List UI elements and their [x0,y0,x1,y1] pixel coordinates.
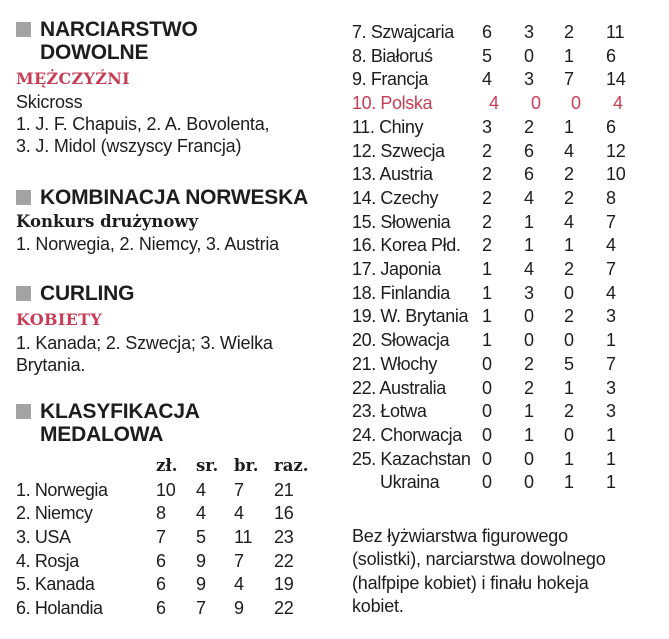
total-count: 1 [606,424,616,445]
bronze-count: 2 [564,164,574,185]
silver-count: 0 [524,472,534,493]
country-name: 21. Włochy [352,353,438,374]
header-bronze: br. [234,455,259,475]
total-count: 22 [274,550,294,571]
medal-row [16,597,338,621]
bronze-count: 7 [564,69,574,90]
total-count: 3 [606,401,616,422]
bronze-count: 4 [564,140,574,161]
bronze-count: 11 [234,526,253,547]
bronze-count: 2 [564,306,574,327]
gold-count: 1 [482,306,492,327]
section-heading [16,18,338,64]
country-name: 23. Łotwa [352,401,427,422]
section-bullet-icon [16,22,31,37]
silver-count: 3 [524,22,534,42]
gold-count: 3 [482,116,492,137]
footnote-line: Bez łyżwiarstwa figurowego [352,526,568,547]
title-line: MEDALOWA [40,422,164,446]
medal-table-header-row [16,457,338,474]
silver-count: 0 [524,45,534,66]
medal-row [16,502,338,526]
country-name: 22. Australia [352,377,446,398]
gold-count: 2 [482,211,492,232]
country-name: 10. Polska [352,93,433,114]
country-name: 14. Czechy [352,187,439,208]
bronze-count: 7 [234,550,244,571]
total-count: 16 [274,503,294,524]
title-line: DOWOLNE [40,41,149,64]
medal-row [16,479,338,503]
medal-row [352,282,660,306]
total-count: 4 [613,93,623,114]
silver-count: 9 [196,550,206,571]
country-name: 17. Japonia [352,259,441,280]
medal-row [352,68,660,92]
gold-count: 0 [482,448,492,469]
silver-count: 2 [524,116,534,137]
gold-count: 8 [156,503,166,524]
gold-count: 0 [482,377,492,398]
event-name: Skicross [16,92,83,112]
bronze-count: 1 [564,472,574,493]
silver-count: 4 [196,479,206,500]
medal-row [352,377,660,401]
country-name: 7. Szwajcaria [352,22,454,42]
silver-count: 0 [524,330,534,351]
medal-row [352,258,660,282]
total-count: 4 [606,282,616,303]
country-name: 12. Szwecja [352,140,445,161]
medal-row [352,353,660,377]
silver-count: 1 [524,211,534,232]
section-nordic-combined [16,186,338,256]
silver-count: 2 [524,353,534,374]
bronze-count: 1 [564,377,574,398]
medal-row [16,550,338,574]
section-heading [16,186,338,209]
gold-count: 6 [156,574,166,595]
section-heading [16,282,338,305]
header-silver: sr. [196,455,219,475]
medal-row [16,526,338,550]
gold-count: 1 [482,330,492,351]
total-count: 1 [606,448,616,469]
silver-count: 7 [196,597,206,618]
bronze-count: 4 [234,503,244,524]
total-count: 23 [274,526,294,547]
medal-row [352,45,660,69]
country-name: 11. Chiny [352,116,424,137]
bronze-count: 1 [564,448,574,469]
gold-count: 2 [482,187,492,208]
total-count: 7 [606,353,616,374]
bronze-count: 2 [564,401,574,422]
gold-count: 2 [482,140,492,161]
gold-count: 1 [482,282,492,303]
medal-rows-right [352,21,660,495]
country-name: 4. Rosja [16,550,79,571]
section-bullet-icon [16,286,31,301]
gold-count: 6 [156,550,166,571]
medal-row [352,140,660,164]
section-title [40,18,198,64]
country-name: 18. Finlandia [352,282,450,303]
medal-row [352,424,660,448]
bronze-count: 1 [564,116,574,137]
section-title [40,400,200,446]
bronze-count: 0 [564,282,574,303]
header-gold: zł. [156,455,178,475]
total-count: 22 [274,597,294,618]
total-count: 10 [606,164,626,185]
medal-row [352,187,660,211]
event-name: Konkurs drużynowy [16,212,199,232]
total-count: 7 [606,259,616,280]
result-line: 1. Kanada; 2. Szwecja; 3. Wielka [16,333,273,354]
result-line: 1. J. F. Chapuis, 2. A. Bovolenta, [16,113,270,134]
bronze-count: 2 [564,187,574,208]
medal-row [352,116,660,140]
silver-count: 1 [524,401,534,422]
title-line: KOMBINACJA NORWESKA [40,186,309,210]
silver-count: 0 [531,93,541,114]
gold-count: 2 [482,164,492,185]
header-spacer [16,457,156,474]
bronze-count: 4 [564,211,574,232]
gold-count: 6 [156,597,166,618]
bronze-count: 9 [234,597,244,618]
gold-count: 6 [482,22,492,42]
total-count: 1 [606,472,616,493]
country-name: 2. Niemcy [16,503,93,524]
bronze-count: 2 [564,22,574,42]
result-line: 1. Norwegia, 2. Niemcy, 3. Austria [16,234,279,255]
country-name: 16. Korea Płd. [352,235,461,256]
medal-row [352,163,660,187]
medal-rows-left [16,479,338,621]
section-heading [16,400,338,446]
silver-count: 0 [524,306,534,327]
title-line: NARCIARSTWO [40,18,198,41]
medal-row [352,329,660,353]
gold-count: 0 [482,353,492,374]
gold-count: 4 [489,93,499,114]
bronze-count: 1 [564,45,574,66]
category-label: KOBIETY [16,310,103,330]
footnote-line: (solistki), narciarstwa dowolnego [352,549,606,570]
section-curling [16,282,338,377]
country-name: 20. Słowacja [352,330,450,351]
silver-count: 4 [524,187,534,208]
silver-count: 4 [524,259,534,280]
right-column [352,16,660,619]
section-title [40,186,308,209]
medal-row [352,400,660,424]
silver-count: 1 [524,235,534,256]
gold-count: 5 [482,45,492,66]
country-name: 9. Francja [352,69,429,90]
medal-row [352,234,660,258]
total-count: 11 [606,22,625,42]
country-name: 8. Białoruś [352,45,433,66]
gold-count: 2 [482,235,492,256]
total-count: 3 [606,377,616,398]
medal-row [352,471,660,495]
section-bullet-icon [16,190,31,205]
bronze-count: 2 [564,259,574,280]
footnote-line: (halfpipe kobiet) i finału hokeja [352,572,589,593]
country-name: 24. Chorwacja [352,424,462,445]
header-total: raz. [274,455,309,475]
silver-count: 3 [524,69,534,90]
silver-count: 4 [196,503,206,524]
title-line: CURLING [40,282,135,306]
silver-count: 5 [196,526,206,547]
footnote [352,525,660,619]
result-line: 3. J. Midol (wszyscy Francja) [16,135,242,156]
total-count: 8 [606,187,616,208]
total-count: 1 [606,330,616,351]
left-column [16,18,338,620]
total-count: 12 [606,140,626,161]
bronze-count: 1 [564,235,574,256]
gold-count: 7 [156,526,166,547]
country-name: 1. Norwegia [16,479,108,500]
medal-row [352,305,660,329]
country-name: 13. Austria [352,164,433,185]
silver-count: 0 [524,448,534,469]
country-name: Ukraina [380,472,440,493]
total-count: 21 [274,479,294,500]
medal-row [352,448,660,472]
gold-count: 10 [156,479,176,500]
section-title [40,282,134,305]
country-name: 3. USA [16,526,71,547]
silver-count: 2 [524,377,534,398]
bronze-count: 0 [564,330,574,351]
title-line: KLASYFIKACJA [40,399,200,423]
total-count: 3 [606,306,616,327]
gold-count: 1 [482,259,492,280]
silver-count: 6 [524,164,534,185]
total-count: 4 [606,235,616,256]
silver-count: 3 [524,282,534,303]
category-label: MĘŻCZYŹNI [16,69,130,88]
silver-count: 6 [524,140,534,161]
country-name: 15. Słowenia [352,211,451,232]
bronze-count: 5 [564,353,574,374]
footnote-line: kobiet. [352,596,404,617]
gold-count: 0 [482,472,492,493]
medal-row [16,573,338,597]
bronze-count: 4 [234,574,244,595]
medal-row [352,21,660,45]
bronze-count: 0 [564,424,574,445]
silver-count: 1 [524,424,534,445]
gold-count: 4 [482,69,492,90]
silver-count: 9 [196,574,206,595]
bronze-count: 0 [571,93,581,114]
section-medal-table [16,400,338,621]
country-name: 19. W. Brytania [352,306,469,327]
total-count: 6 [606,45,616,66]
country-name: 25. Kazachstan [352,448,471,469]
section-freestyle-skiing [16,18,338,157]
bronze-count: 7 [234,479,244,500]
medal-row [352,211,660,235]
country-name: 6. Holandia [16,597,103,618]
total-count: 6 [606,116,616,137]
country-name: 5. Kanada [16,574,95,595]
total-count: 19 [274,574,294,595]
result-line: Brytania. [16,354,86,375]
gold-count: 0 [482,424,492,445]
gold-count: 0 [482,401,492,422]
section-bullet-icon [16,404,31,419]
total-count: 14 [606,69,626,90]
total-count: 7 [606,211,616,232]
medal-row [352,92,660,116]
